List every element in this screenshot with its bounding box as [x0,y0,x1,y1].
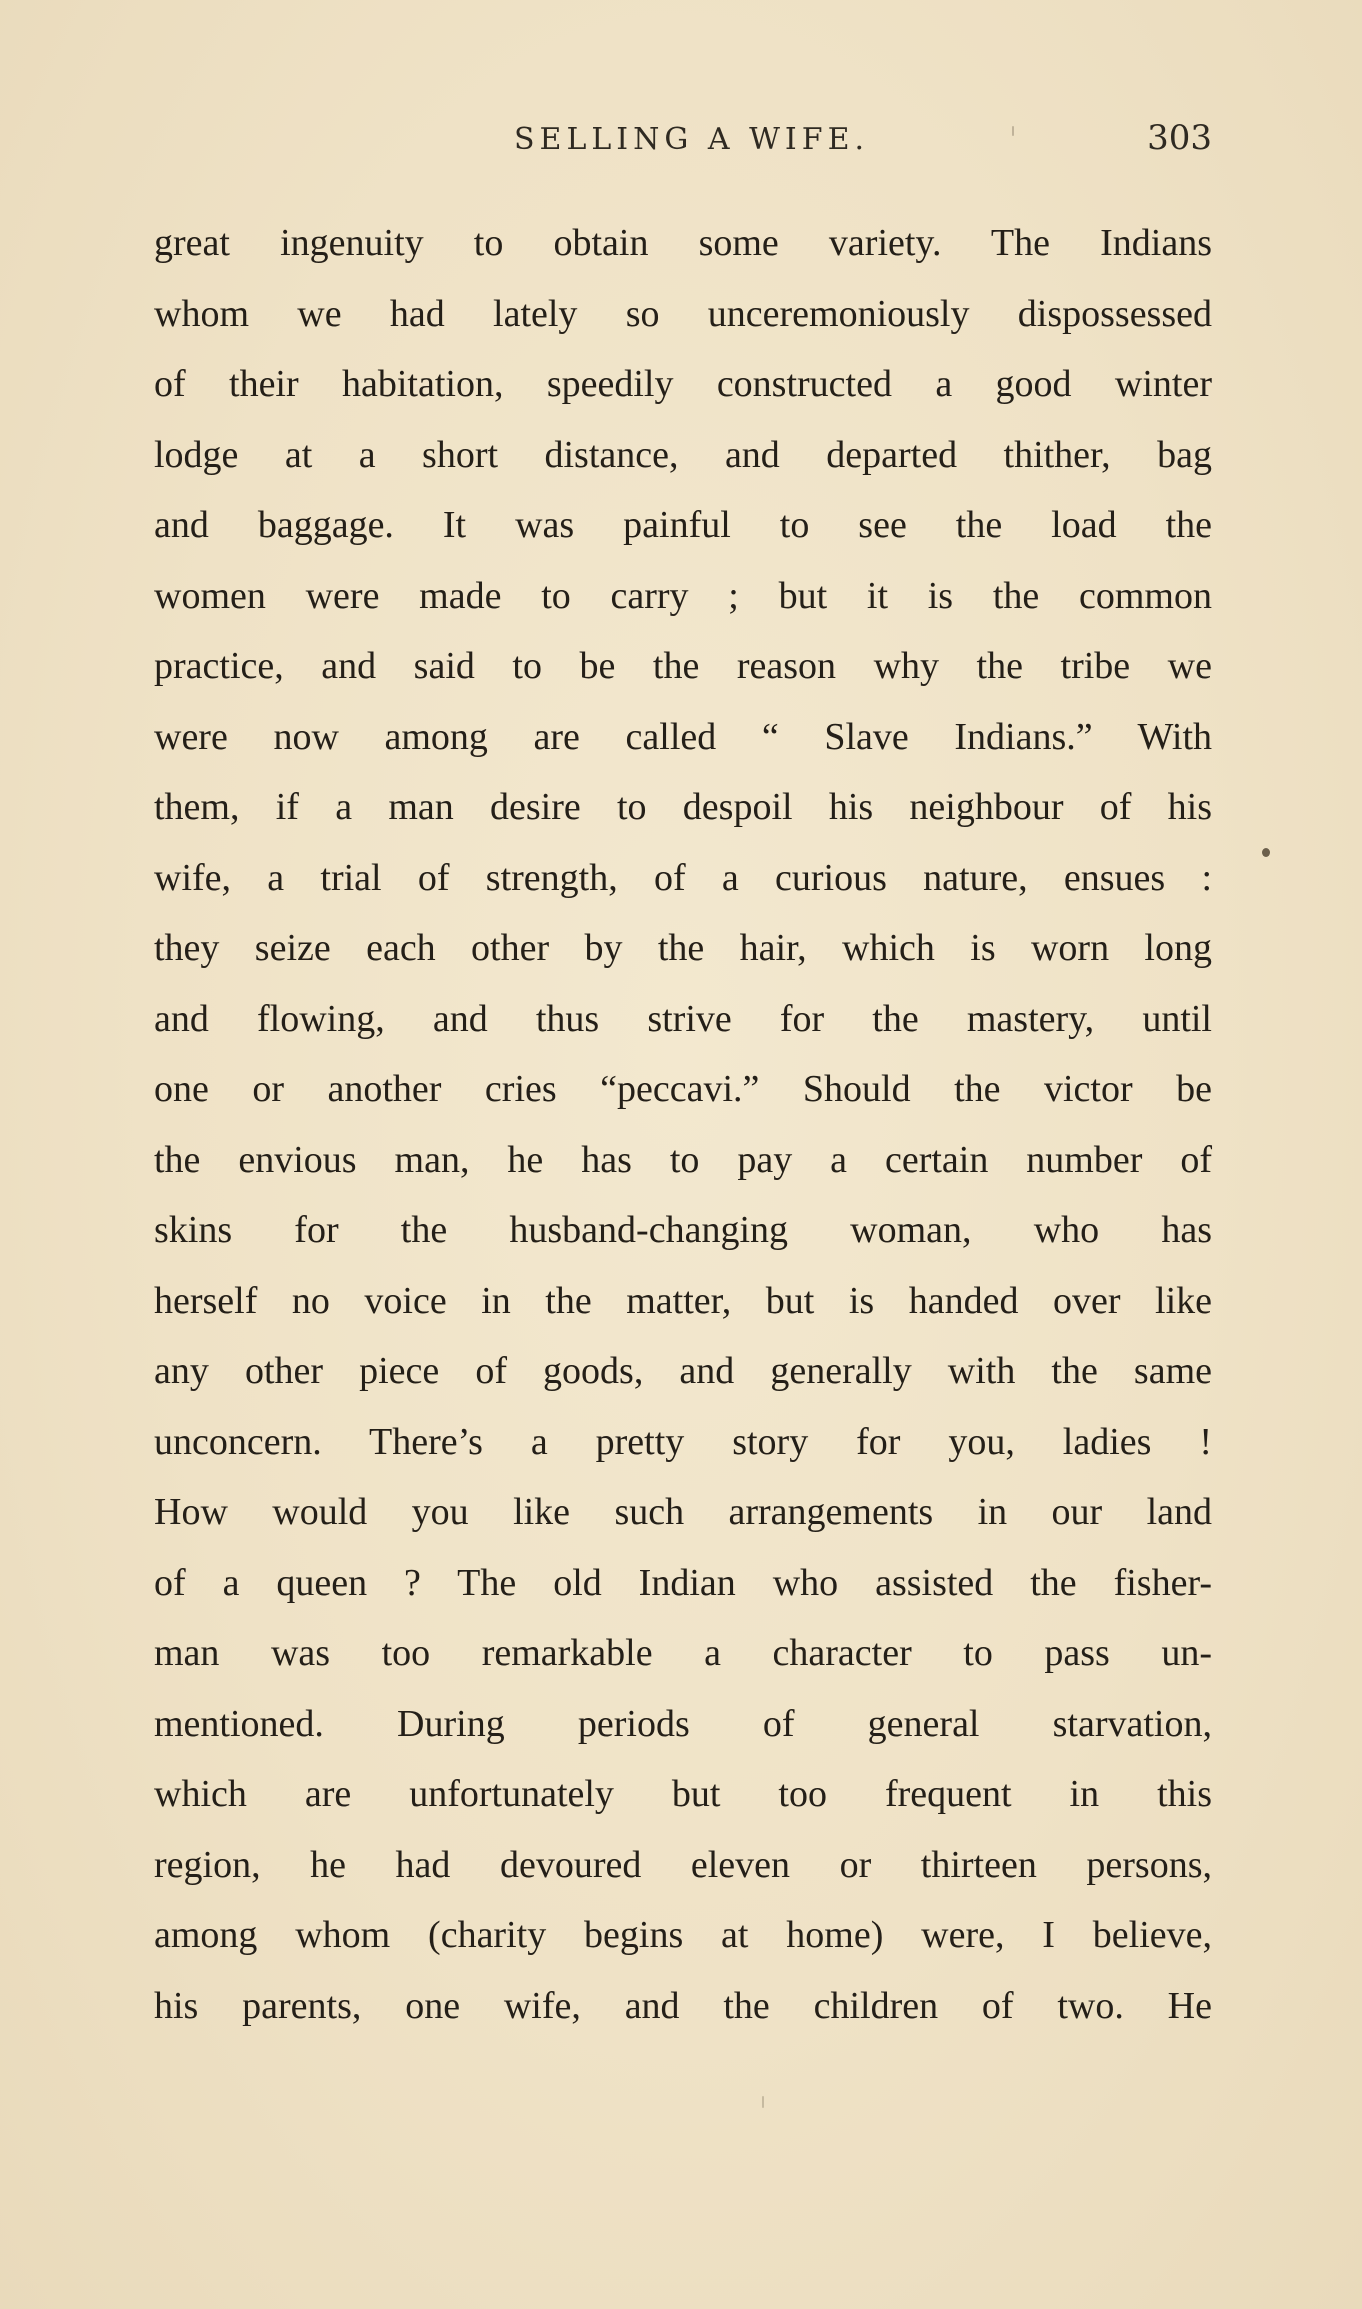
text-line: herself no voice in the matter, but is handed over like [154,1279,1212,1322]
text-line: them, if a man desire to despoil his neighbour of his [154,786,1212,828]
text-line: lodge at a short distance, and departed thither, bag [154,433,1212,476]
text-line: How would you like such arrangements in our land [154,1491,1212,1533]
text-line: practice, and said to be the reason why the tribe we [154,645,1212,687]
text-line: which are unfortunately but too frequent in this [154,1773,1212,1815]
text-line: were now among are called “ Slave Indians.” With [154,715,1212,758]
text-line: of their habitation, speedily constructed a good winter [154,363,1212,405]
text-line: women were made to carry ; but it is the common [154,574,1212,617]
text-line: whom we had lately so unceremoniously dispossessed [154,292,1212,335]
text-line: great ingenuity to obtain some variety. The Indians [154,222,1212,264]
ink-speck [1262,848,1270,857]
text-line: among whom (charity begins at home) were, I believe, [154,1914,1212,1956]
text-line: one or another cries “peccavi.” Should the victor be [154,1068,1212,1110]
ink-speck [762,2096,764,2108]
text-line: they seize each other by the hair, which is worn long [154,927,1212,969]
text-line: skins for the husband-changing woman, who has [154,1209,1212,1251]
page-number: 303 [1147,118,1212,158]
page-header [152,112,1212,162]
text-line: of a queen ? The old Indian who assisted the fisher- [154,1561,1212,1604]
body-text [154,208,1212,2041]
text-line: the envious man, he has to pay a certain number of [154,1138,1212,1181]
text-line: and flowing, and thus strive for the mastery, until [154,997,1212,1040]
text-line: mentioned. During periods of general starvation, [154,1702,1212,1745]
text-line: wife, a trial of strength, of a curious nature, ensues : [154,856,1212,899]
ink-speck [1012,126,1014,136]
text-line: region, he had devoured eleven or thirteen persons, [154,1843,1212,1886]
text-line: any other piece of goods, and generally with the same [154,1350,1212,1392]
text-line: man was too remarkable a character to pass un- [154,1632,1212,1674]
running-title: SELLING A WIFE. [514,122,870,157]
text-line: and baggage. It was painful to see the load the [154,504,1212,546]
text-line: unconcern. There’s a pretty story for you, ladies ! [154,1420,1212,1463]
text-line: his parents, one wife, and the children of two. He [154,1984,1212,2027]
